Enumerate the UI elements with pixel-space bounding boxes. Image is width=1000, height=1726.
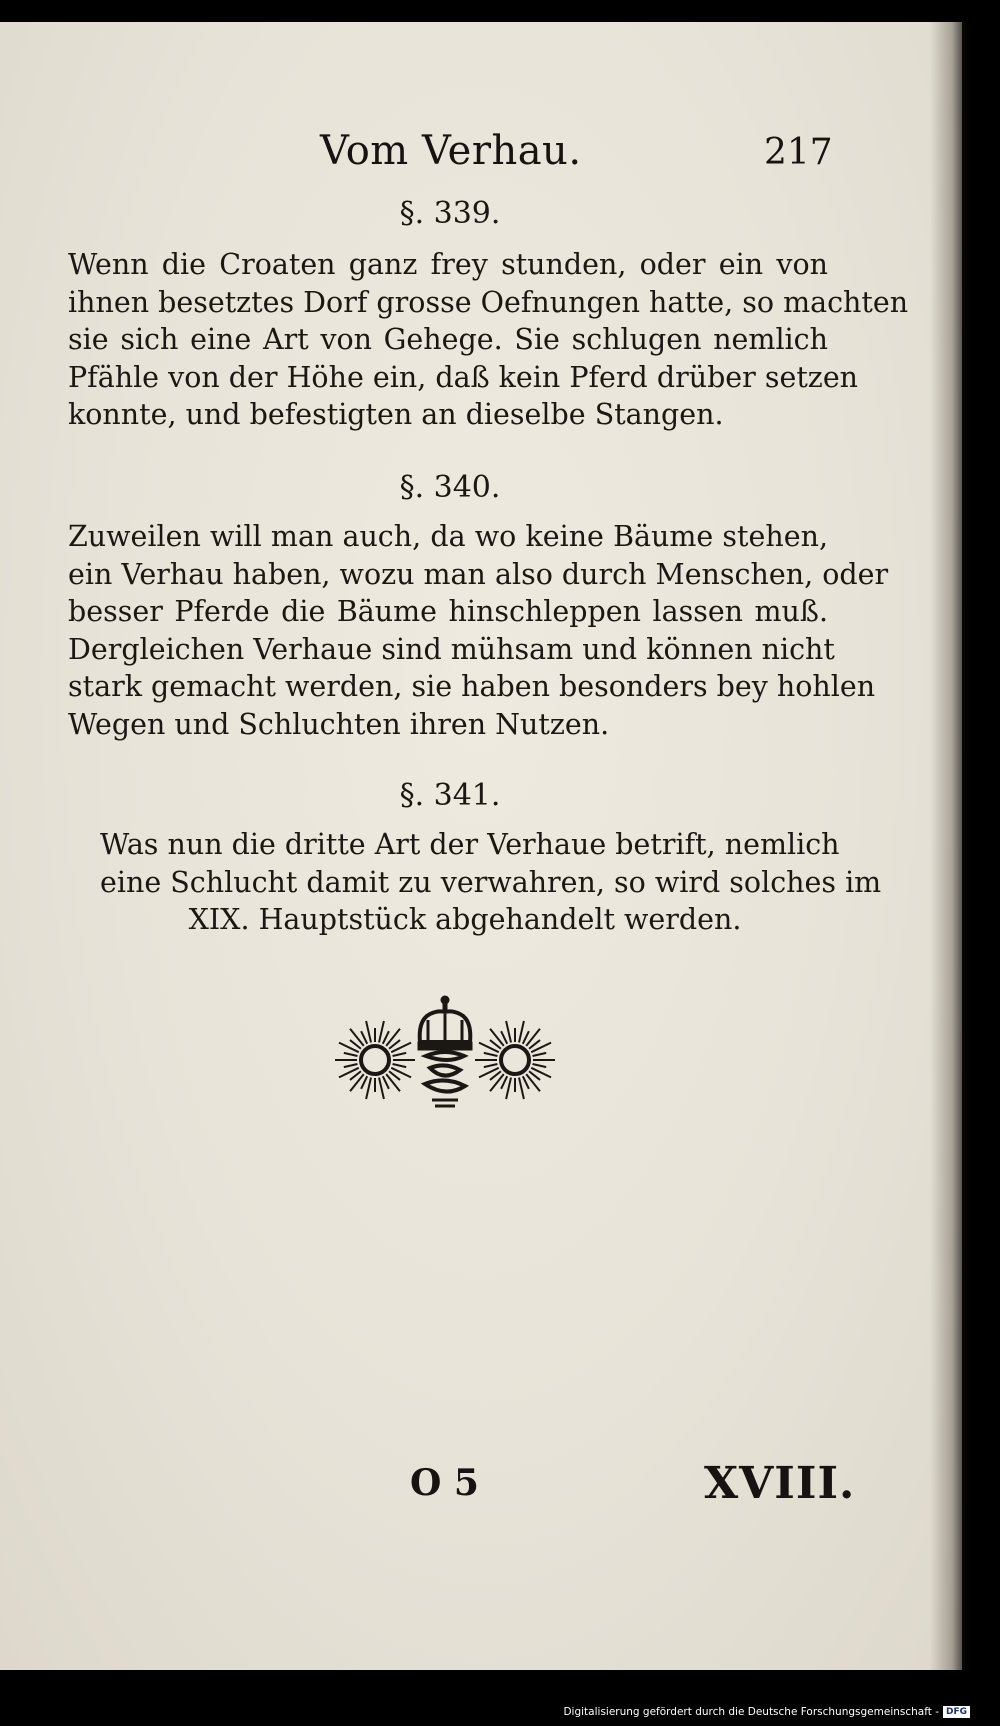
sunburst-ray: [506, 1078, 511, 1099]
text-line: konnte, und befestigten an dieselbe Stangen.: [68, 398, 724, 431]
running-head: Vom Verhau.: [320, 128, 582, 174]
sunburst-ray: [366, 1021, 371, 1042]
sunburst-ray: [393, 1053, 407, 1056]
sunburst-ray: [361, 1031, 367, 1044]
sunburst-ray: [383, 1031, 389, 1044]
paragraph-341: [100, 826, 882, 939]
text-line: Was nun die dritte Art der Verhaue betrift, nemlich: [100, 828, 840, 861]
sunburst-ray: [533, 1064, 547, 1067]
monogram-icon: [425, 1052, 465, 1106]
text-line: ihnen besetztes Dorf grosse Oefnungen hatte, so machten: [68, 285, 909, 319]
sunburst-ray: [506, 1021, 511, 1042]
sunburst-ray: [519, 1078, 524, 1099]
sunburst-ray: [344, 1053, 358, 1056]
sunburst-ray: [519, 1021, 524, 1042]
crown-icon: [418, 996, 472, 1050]
left-sunburst-icon: [335, 1021, 415, 1099]
page-number: 217: [764, 132, 833, 173]
sunburst-ray: [484, 1053, 498, 1056]
section-heading-340: §. 340.: [399, 470, 501, 505]
text-line: Zuweilen will man auch, da wo keine Bäume stehen,: [68, 520, 828, 553]
digitization-credit: [563, 1706, 970, 1718]
sunburst-ray: [379, 1021, 384, 1042]
sunburst-ray: [393, 1064, 407, 1067]
right-sunburst-icon: [475, 1021, 555, 1099]
sunburst-ray: [366, 1078, 371, 1099]
sunburst-ray: [501, 1031, 507, 1044]
text-line: sie sich eine Art von Gehege. Sie schlugen nemlich: [68, 323, 828, 356]
text-line: stark gemacht werden, sie haben besonders bey hohlen: [68, 670, 876, 703]
page-header: [0, 128, 962, 188]
sunburst-ray: [523, 1076, 529, 1089]
sunburst-ray: [533, 1053, 547, 1056]
text-line: XIX. Hauptstück abgehandelt werden.: [188, 903, 742, 936]
paragraph-340: [68, 518, 889, 743]
catchword: XVIII.: [704, 1458, 856, 1509]
text-line: ein Verhau haben, wozu man also durch Menschen, oder: [68, 557, 889, 591]
section-heading-339: §. 339.: [399, 196, 501, 231]
paragraph-339: [68, 246, 909, 434]
dfg-logo-icon: DFG: [943, 1706, 970, 1718]
text-line: Wegen und Schluchten ihren Nutzen.: [68, 707, 610, 741]
sunburst-ray: [523, 1031, 529, 1044]
signature-mark: O 5: [410, 1462, 479, 1504]
sunburst-ray: [501, 1076, 507, 1089]
text-line: Dergleichen Verhaue sind mühsam und können nicht: [68, 632, 835, 666]
page-gutter-shadow: [930, 22, 970, 1670]
text-line: Pfähle von der Höhe ein, daß kein Pferd drüber setzen: [68, 360, 859, 394]
sunburst-ray: [484, 1064, 498, 1067]
text-line: besser Pferde die Bäume hinschleppen lassen muß.: [68, 595, 828, 628]
text-line: Wenn die Croaten ganz frey stunden, oder ein von: [68, 248, 828, 281]
crown-ornament-icon: [330, 992, 560, 1122]
sunburst-ray: [379, 1078, 384, 1099]
sunburst-ray: [361, 1076, 367, 1089]
credit-text: Digitalisierung gefördert durch die Deutsche Forschungsgemeinschaft -: [563, 1706, 939, 1718]
sunburst-ray: [383, 1076, 389, 1089]
section-heading-341: §. 341.: [399, 778, 501, 813]
sunburst-ray: [344, 1064, 358, 1067]
text-line: eine Schlucht damit zu verwahren, so wird solches im: [100, 865, 882, 899]
